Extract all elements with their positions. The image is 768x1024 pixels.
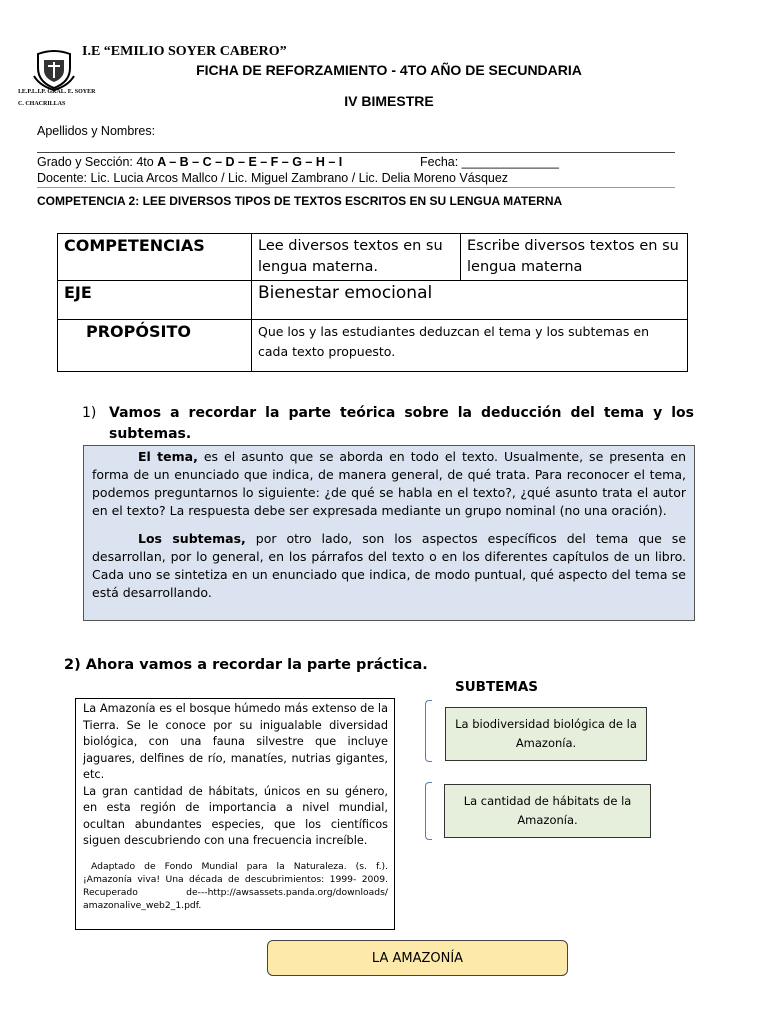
theory-box: [83, 445, 695, 621]
page-title: FICHA DE REFORZAMIENTO - 4TO AÑO DE SECUNDARIA: [196, 62, 582, 78]
reading-paragraph-2: La gran cantidad de hábitats, únicos en su género, en esta región de importancia a nivel mundial, ocultan abundantes especies, que los científicos siguen descubriendo con una frecuencia increíble.: [83, 784, 388, 847]
question-1-number: 1): [82, 405, 97, 421]
page-subtitle: IV BIMESTRE: [344, 93, 434, 109]
eje-value: Bienestar emocional: [252, 281, 688, 320]
bracket-icon: [425, 782, 432, 840]
reading-text-box: [75, 698, 395, 930]
competencias-label: COMPETENCIAS: [58, 234, 252, 281]
proposito-label: PROPÓSITO: [58, 320, 252, 372]
date-field: Fecha: ______________: [420, 155, 560, 169]
competencia-2: Escribe diversos textos en su lengua materna: [461, 234, 688, 281]
subtema-box-2: La cantidad de hábitats de la Amazonía.: [444, 784, 651, 838]
question-1: [82, 403, 694, 445]
subtema-box-1: La biodiversidad biológica de la Amazonía.: [445, 707, 647, 761]
question-2: 2) Ahora vamos a recordar la parte práctica.: [64, 657, 428, 673]
reading-source: Adaptado de Fondo Mundial para la Naturaleza. (s. f.). ¡Amazonía viva! Una década de descubrimientos: 1999- 2009. Recuperado de---http://awsassets.panda.org/downloads/ amazonalive_web2_1.pdf.: [83, 860, 388, 911]
competencia-1: Lee diversos textos en su lengua materna.: [252, 234, 461, 281]
names-line: [37, 152, 675, 153]
eje-label: EJE: [58, 281, 252, 320]
teachers-line: [37, 187, 675, 188]
reading-paragraph-1: La Amazonía es el bosque húmedo más extenso de la Tierra. Se le conoce por su inigualable diversidad biológica, con una fauna silvestre que incluye jaguares, delfines de río, manatíes, nutrias gigantes, etc.: [83, 702, 388, 781]
subtemas-paragraph: Los subtemas, por otro lado, son los aspectos específicos del tema que se desarrollan, por lo general, en los párrafos del texto o en los diferentes capítulos de un libro. Cada uno se sintetiza en un enunciado que indica, de modo puntual, qué aspecto del tema se está desarrollando.: [92, 531, 687, 600]
sections-list: A – B – C – D – E – F – G – H – I: [157, 155, 343, 169]
grade-section: [37, 155, 342, 169]
grade-label: Grado y Sección: 4to: [37, 155, 158, 169]
tema-paragraph: El tema, es el asunto que se aborda en todo el texto. Usualmente, se presenta en forma de un enunciado que indica, de manera general, de qué trata. Para reconocer el tema, podemos preguntarnos lo siguiente: ¿de qué se habla en el texto?, ¿qué asunto trata el autor en el texto? La respuesta debe ser expresada mediante un grupo nominal (no una oración).: [92, 449, 686, 518]
proposito-value: Que los y las estudiantes deduzcan el tema y los subtemas en cada texto propuesto.: [252, 320, 688, 372]
names-label: Apellidos y Nombres:: [37, 124, 156, 138]
question-1-text: Vamos a recordar la parte teórica sobre la deducción del tema y los subtemas.: [109, 405, 694, 442]
tema-box: LA AMAZONÍA: [267, 940, 568, 976]
school-name: I.E “EMILIO SOYER CABERO”: [82, 44, 287, 59]
competencia-title: COMPETENCIA 2: LEE DIVERSOS TIPOS DE TEXTOS ESCRITOS EN SU LENGUA MATERNA: [37, 194, 563, 208]
info-table: [57, 233, 688, 372]
logo-caption: I.E.P.L.I.P. GRAL. E. SOYER C. CHACRILLAS: [18, 89, 96, 107]
subtemas-heading: SUBTEMAS: [455, 679, 539, 695]
teachers: Docente: Lic. Lucia Arcos Mallco / Lic. Miguel Zambrano / Lic. Delia Moreno Vásquez: [37, 171, 509, 185]
bracket-icon: [425, 700, 432, 762]
